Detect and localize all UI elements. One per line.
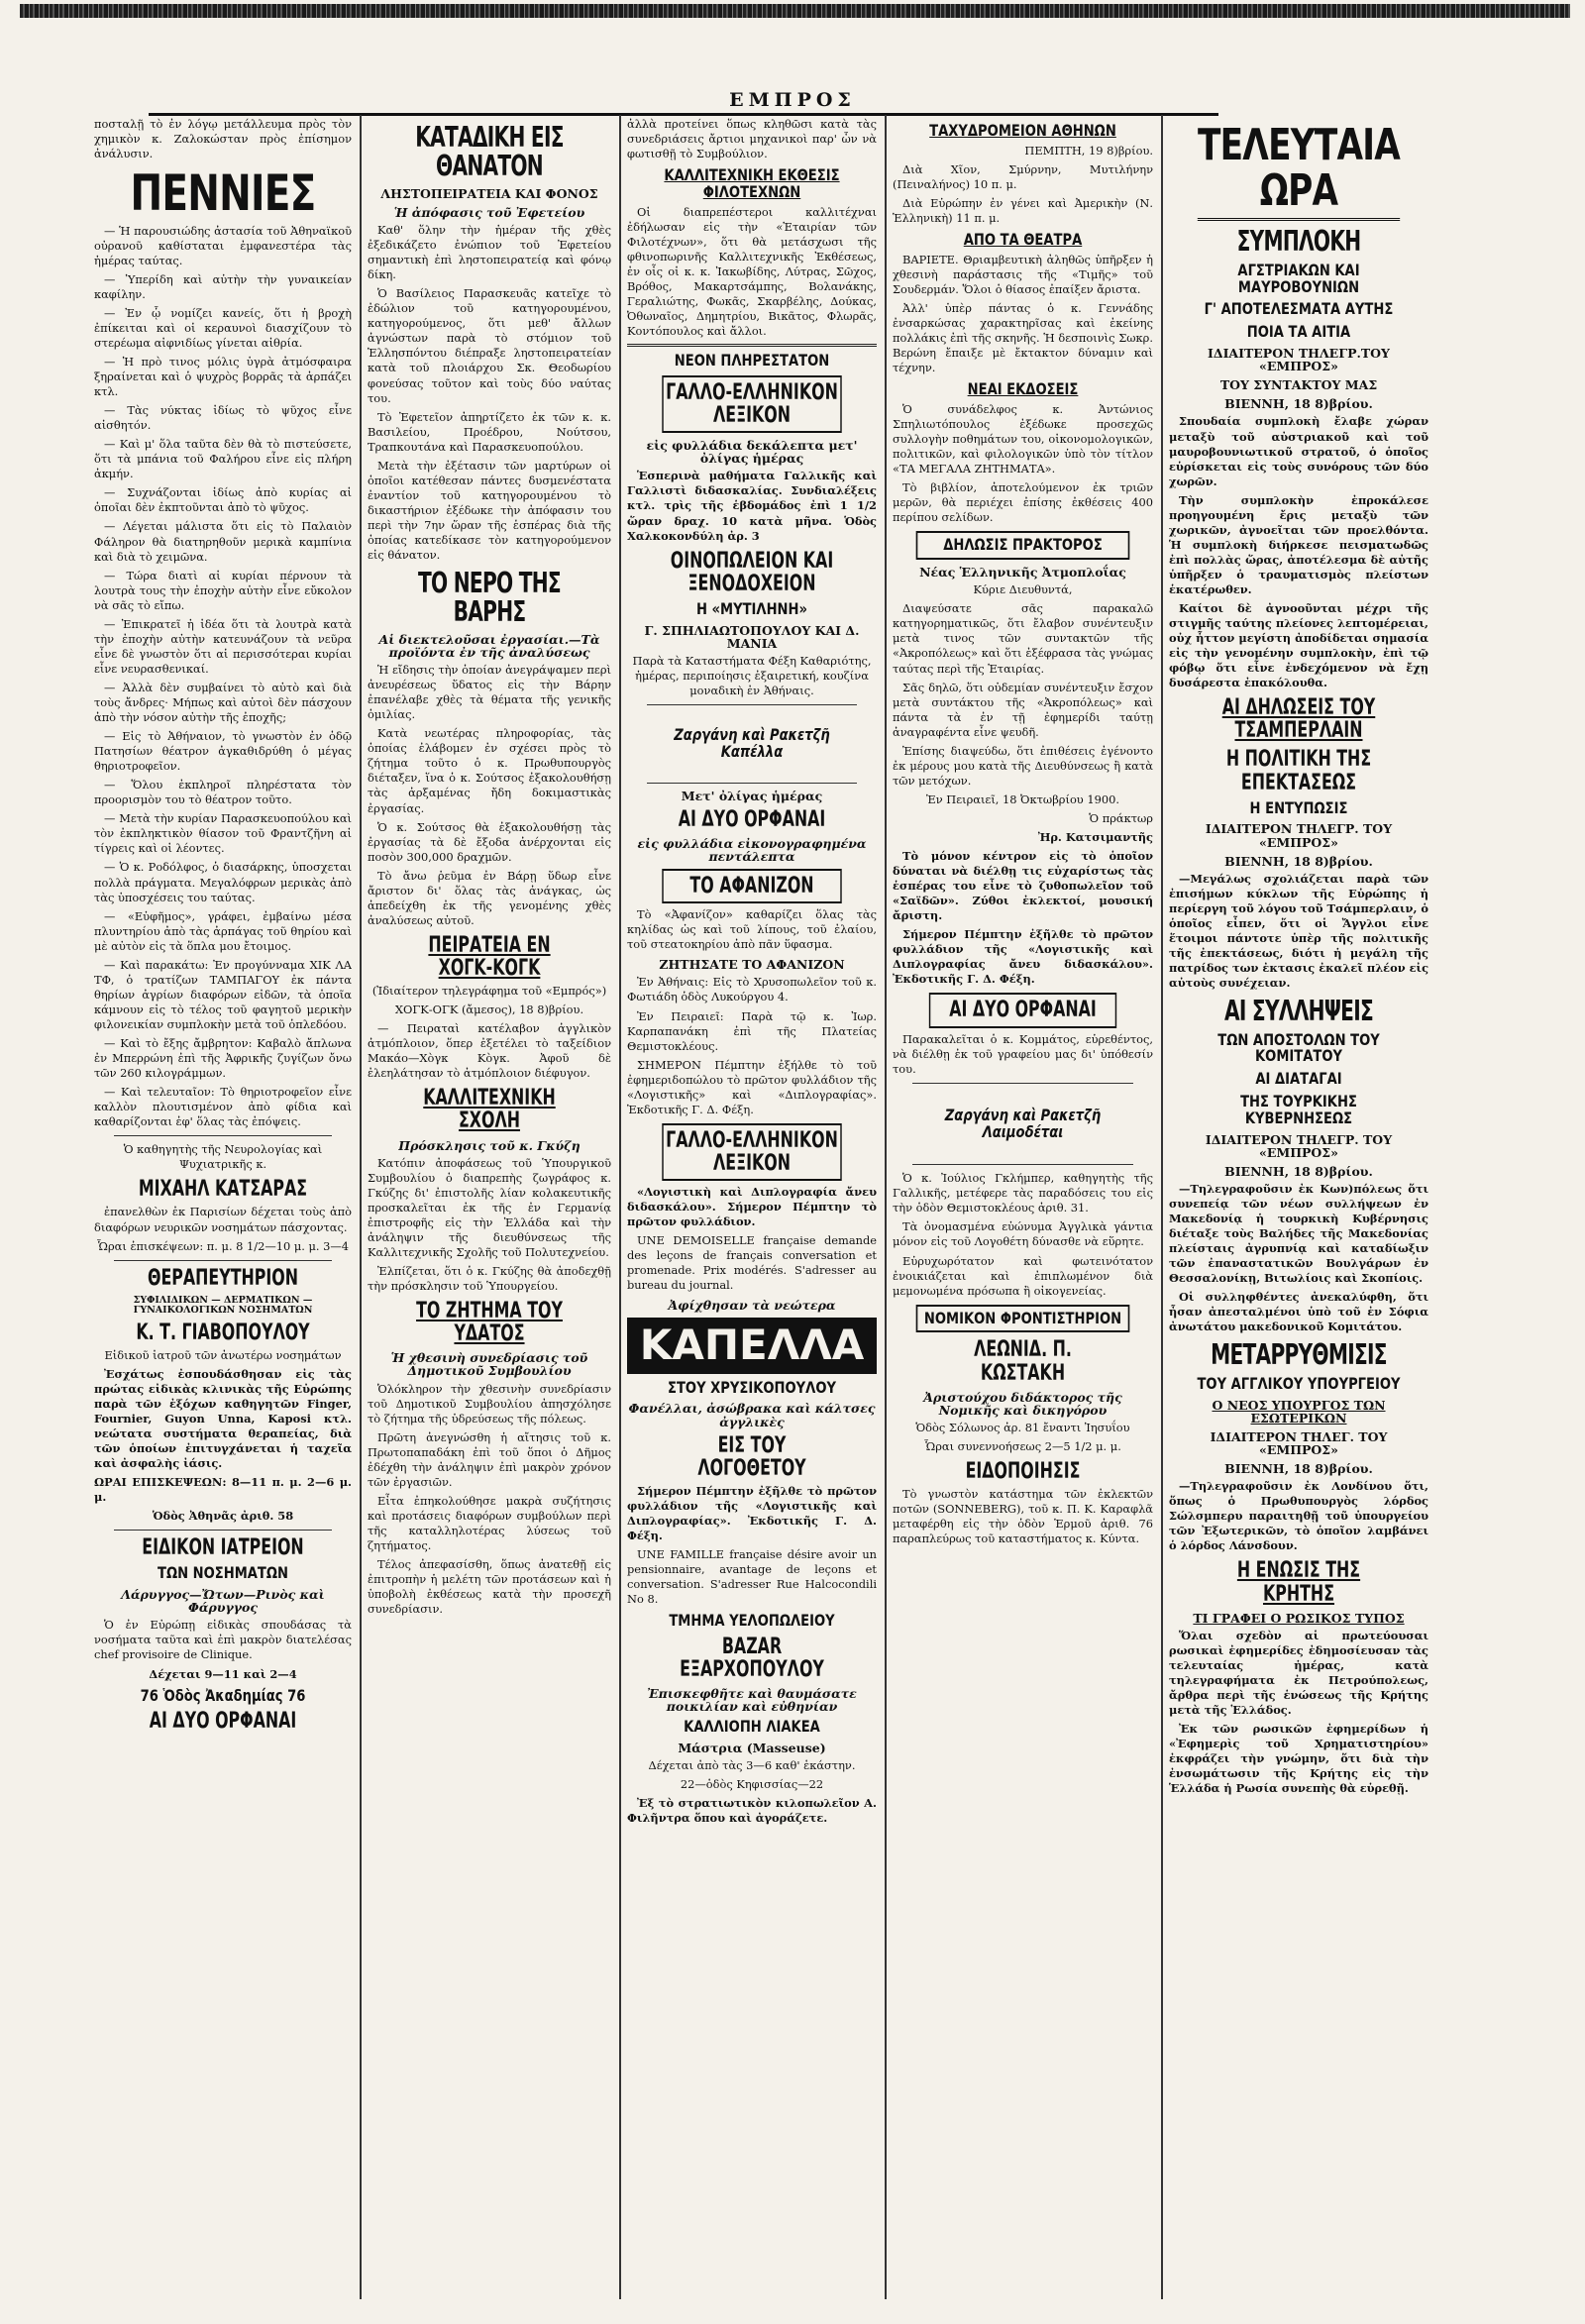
paragraph: Τὸ βιβλίον, ἀποτελούμενον ἐκ τριῶν μερῶν, θὰ περιέχει ἐπίσης ἐκθέσεις 400 περίπου σελίδων. xyxy=(893,480,1153,525)
masthead-rule xyxy=(149,113,1218,116)
ad-heading-mytilini: Η «ΜΥΤΙΛΗΝΗ» xyxy=(696,598,807,618)
divider xyxy=(114,1135,332,1136)
subheadline: ΤΟΥ ΑΓΓΛΙΚΟΥ ΥΠΟΥΡΓΕΙΟΥ xyxy=(1197,1373,1401,1393)
ad-subheading: Γ. ΣΠΗΛΙΑΩΤΟΠΟΥΛΟΥ ΚΑΙ Δ. ΜΑΝΙΑ xyxy=(644,622,860,651)
ad-pre: Ἀφίχθησαν τὰ νεώτερα xyxy=(668,1298,836,1314)
ad-subheading: Ἐπισκεφθῆτε καὶ θαυμάσατε ποικιλίαν καὶ εὐθηνίαν xyxy=(647,1686,857,1715)
paragraph: Ἐλπίζεται, ὅτι ὁ κ. Γκύζης θὰ ἀποδεχθῇ τὴν πρόσκλησιν τοῦ Ὑπουργείου. xyxy=(368,1264,611,1294)
subheadline: Η ΠΟΛΙΤΙΚΗ ΤΗΣ ΕΠΕΚΤΑΣΕΩΣ xyxy=(1225,747,1372,795)
headline-agent-statement: ΔΗΛΩΣΙΣ ΠΡΑΚΤΟΡΟΣ xyxy=(916,531,1130,560)
paragraph: —Τηλεγραφοῦσιν ἐκ Κων)πόλεως ὅτι συνεπείᾳ τῶν νέων συλλήψεων ἐν Μακεδονίᾳ ἡ τουρκικὴ Κυβέρνησις διέταξε τοὺς Βαλήδες τῆς Μακεδονίας πλείσταις ἀγρυπνίᾳ καὶ καταδίωξιν τῶν ἐπαναστατικῶν Βουλγάρων ἐν Θεσσαλονίκῃ, Βιτωλίοις καὶ Σκοπίοις. xyxy=(1169,1181,1428,1286)
ad-body: Ὁ κ. Ἰούλιος Γκλήμπερ, καθηγητὴς τῆς Γαλλικῆς, μετέφερε τὰς παραδόσεις του εἰς τὴν ὁδὸν Θεμιστοκλέους ἀριθ. 31. xyxy=(893,1171,1153,1215)
paragraph: —Μεγάλως σχολιάζεται παρὰ τῶν ἐπισήμων κύκλων τῆς Εὐρώπης ἡ περίεργη τοῦ λόγου τοῦ Τσάμπερλαιν, ὁ ὁποῖος εἶπεν, ὅτι οἱ Ἄγγλοι εἶνε ἕτοιμοι πάντοτε ὑπὲρ τῆς πολιτικῆς τῆς ἐπεκτάσεως, διότι ἡ μεγάλη τῆς πατρίδος των ἐκτασις ἐκαλεῖ πλέον εἰς αὐτοὺς συνέχειαν. xyxy=(1169,871,1428,991)
paragraph: Οἱ συλληφθέντες ἀνεκαλύφθη, ὅτι ἦσαν ἀπεσταλμένοι ὑπὸ τοῦ ἐν Σόφια ἀνωτάτου μακεδονικοῦ Κομιτάτου. xyxy=(1169,1290,1428,1334)
divider xyxy=(912,1083,1133,1084)
divider xyxy=(114,1260,332,1261)
ad-body: Ὁ ἐν Εὐρώπῃ εἰδικὰς σπουδάσας τὰ νοσήματα ταῦτα καὶ ἐπὶ μακρὸν διατελέσας chef provisoire de Clinique. xyxy=(94,1618,352,1662)
paragraph: — Ὑπερίδη καὶ αὐτὴν τὴν γυναικείαν καφίλην. xyxy=(94,271,352,301)
ad-hats: Ζαργάνη καὶ Ρακετζῆ Καπέλλα xyxy=(674,725,830,761)
paragraph: — Καὶ παρακάτω: Ἐν προγύνναμα ΧΙΚ ΛΑ ΤΦ, ὁ τρατίζων ΤΑΜΠΑΓΟΥ ἐκ πάντα θηρίων ἀγρίων διαφόρων εἰδῶν, τὰ ὁποῖα κάμνουν εἰς τὸ τέλος τοῦ φαγητοῦ μερικὴν φιλονεικίαν συμπλοκὴν μετὰ τοῦ ὁπλεδόου. xyxy=(94,957,352,1031)
paragraph: Ὅλαι σχεδὸν αἱ πρωτεύουσαι ρωσικαὶ ἐφημερίδες ἐδημοσίευσαν τὰς τελευταίας ἡμέρας, κατὰ τηλεγραφήματα ἐκ Πετρούπολεως, ἄρθρα περὶ τῆς ἑνώσεως τῆς Κρήτης μετὰ τῆς Ἑλλάδος. xyxy=(1169,1628,1428,1718)
ad-heading-kostaki: ΛΕΩΝΙΔ. Π. ΚΩΣΤΑΚΗ xyxy=(974,1337,1072,1386)
ad-body: Σήμερον Πέμπτην ἐξῆλθε τὸ πρῶτον φυλλάδιον τῆς «Λογιστικῆς καὶ Διπλογραφίας ἄνευ διδασκάλου». Ἐκδοτικῆς Γ. Δ. Φέξη. xyxy=(893,927,1153,987)
ad-address: Ὁδὸς Σόλωνος ἀρ. 81 ἔναντι Ἰησυΐου xyxy=(915,1420,1130,1434)
ad-hours-label: ΩΡΑΙ ΕΠΙΣΚΕΨΕΩΝ: xyxy=(94,1475,227,1490)
headline-art-exhibition: ΚΑΛΛΙΤΕΧΝΙΚΗ ΕΚΘΕΣΙΣ ΦΙΛΟΤΕΧΝΩΝ xyxy=(664,165,840,201)
ad-subtitle: ΤΩΝ ΝΟΣΗΜΑΤΩΝ xyxy=(157,1563,289,1583)
paragraph: Διαψεύσατε σᾶς παρακαλῶ κατηγορηματικῶς, ὅτι ἔλαβον συνέντευξιν μετὰ τινος τῶν συντακτῶν τῆς «Ἀκροπόλεως» καὶ ὅτι ἐξέφρασα τὰς γνώμας ταύτας περὶ τῆς Ἑταιρίας. xyxy=(893,601,1153,676)
dateline: ΒΙΕΝΝΗ, 18 8)βρίου. xyxy=(1224,1163,1373,1179)
paragraph: Ὁ Βασίλειος Παρασκευᾶς κατεῖχε τὸ ἐδώλιον τοῦ κατηγορουμένου, κατηγορούμενος, ὅτι μεθ' ἄλλων ἀγνώστων παρὰ τὸ στόμιον τοῦ Ἑλλησπόντου διέπραξε ληστοπειρατείαν κατὰ τοῦ πλοιάρχου Σκ. Θεοδωρίου φονεύσας τοῦτον καὶ τοὺς δύο ναύτας του. xyxy=(368,286,611,405)
divider xyxy=(647,783,857,784)
subheadline: Γ' ΑΠΟΤΕΛΕΣΜΑΤΑ ΑΥΤΗΣ xyxy=(1204,299,1394,319)
ad-subheading: Μάστρια (Masseuse) xyxy=(678,1741,826,1756)
paragraph: Πρῶτη ἀνεγνώσθη ἡ αἴτησις τοῦ κ. Πρωτοπαπαδάκη ἐπὶ τοῦ ὅποι ὁ Δῆμος ἐδέχθη τὴν ἀνάληψιν ἐπὶ μακρὸν χρόνον τῶν ἐργασιῶν. xyxy=(368,1429,611,1489)
column-1 xyxy=(94,117,352,2301)
headline-piracy-hongkong: ΠΕΙΡΑΤΕΙΑ ΕΝ ΧΟΓΚ-ΚΟΓΚ xyxy=(428,932,551,981)
ad-name-giavopoulou: Κ. Τ. ΓΙΑΒΟΠΟΥΛΟΥ xyxy=(136,1320,310,1345)
paragraph: Τέλος ἀπεφασίσθη, ὅπως ἀνατεθῇ εἰς ἐπιτροπὴν ἡ μελέτη τῶν προτάσεων καὶ ἡ ὑποβολὴ ἐκθέσεως κατὰ τὴν προσεχῆ συνεδρίασιν. xyxy=(368,1557,611,1617)
telegram-source: (Ἰδιαίτερον τηλεγράφημα τοῦ «Εμπρός») xyxy=(371,984,607,999)
paragraph: — Λέγεται μάλιστα ὅτι εἰς τὸ Παλαιὸν Φάληρον θὰ διατηρηθοῦν μερικὰ καμπίνια καὶ διὰ τὸ χειμῶνα. xyxy=(94,519,352,564)
headline-theatres: ΑΠΟ ΤΑ ΘΕΑΤΡΑ xyxy=(963,230,1083,250)
headline-reform: ΜΕΤΑΡΡΥΘΜΙΣΙΣ xyxy=(1211,1338,1387,1372)
paragraph: — Ἀλλὰ δὲν συμβαίνει τὸ αὐτὸ καὶ διὰ τοὺς ἄνδρες· Μήπως καὶ αὐτοὶ δὲν πάσχουν ἀπὸ τὴν νόσον αὐτὴν τῆς ἐποχῆς; xyxy=(94,680,352,725)
telegram-source: ΙΔΙΑΙΤΕΡΟΝ ΤΗΛΕΓ. ΤΟΥ «ΕΜΠΡΟΣ» xyxy=(1210,1428,1388,1457)
paragraph: — Ὁ κ. Ροδόλφος, ὁ διασάρκης, ὑποσχεται πολλὰ πράγματα. Μεγαλόφρων μερικὰς ἀπὸ τὰς ὑποσχέσεις του ταύτας. xyxy=(94,860,352,904)
ad-body: Ἐν Ἀθήναις: Εἰς τὸ Χρυσοπωλεῖον τοῦ κ. Φωτιάδη ὁδὸς Λυκούργου 4. xyxy=(627,975,877,1004)
column-4 xyxy=(893,117,1153,2301)
telegram-source: ΙΔΙΑΙΤΕΡΟΝ ΤΗΛΕΓΡ. ΤΟΥ «ΕΜΠΡΟΣ» xyxy=(1205,1131,1393,1160)
footer-heading: ΑΙ ΔΥΟ ΟΡΦΑΝΑΙ xyxy=(149,1709,297,1735)
paragraph: — Συχνάζονται ἰδίως ἀπὸ κυρίας αἱ ὁποῖαι δὲν ἐκπτοῦνται ἀπὸ τὸ ψῦχος. xyxy=(94,485,352,515)
subheadline: Πρόσκλησις τοῦ κ. Γκύζη xyxy=(398,1137,581,1153)
paragraph: Ὁ συνάδελφος κ. Ἀντώνιος Σπηλιωτόπουλος ἐξέδωκε προσεχῶς συλλογὴν ποθημάτων του, οἰκονομολογικῶν, πολιτικῶν, καὶ φιλολογικῶν ὑπὸ τὸν τίτλον «ΤΑ ΜΕΓΑΛΑ ΖΗΤΗΜΑΤΑ». xyxy=(893,402,1153,476)
ad-line: Εἰδικοῦ ἰατροῦ τῶν ἀνωτέρω νοσημάτων xyxy=(104,1347,342,1362)
ad-body: Εὐρυχωρότατον καὶ φωτεινότατον ἐνοικιάζεται καὶ ἐπιπλωμένον διὰ μεμονωμένα πρόσωπα ἢ οἰκογενείας. xyxy=(893,1253,1153,1298)
column-2 xyxy=(368,117,611,2301)
ad-heading-bazar: BAZAR ΕΞΑΡΧΟΠΟΥΛΟΥ xyxy=(680,1634,824,1683)
ad-heading-law-tutoring: ΝΟΜΙΚΟΝ ΦΡΟΝΤΙΣΤΗΡΙΟΝ xyxy=(916,1305,1130,1333)
paragraph: — Ἡ πρὸ τινος μόλις ὑγρὰ ἀτμόσφαιρα ξηραίνεται καὶ ὁ ψυχρὸς βορρᾶς τὰ ἀρπάζει κτλ. xyxy=(94,355,352,399)
headline-death-sentence: ΚΑΤΑΔΙΚΗ ΕΙΣ ΘΑΝΑΤΟΝ xyxy=(415,121,564,183)
ad-body: Τὰ ὀνομασμένα εὐώνυμα Ἀγγλικὰ γάντια μόνον εἰς τοῦ Λογοθέτη δύνασθε νὰ εὕρητε. xyxy=(893,1219,1153,1249)
ad-body: Τὸ γνωστὸν κατάστημα τῶν ἐκλεκτῶν ποτῶν (SONNEBERG), τοῦ κ. Π. Κ. Καραφλᾶ μεταφέρθη εἰς τὴν ὁδὸν Ἑρμοῦ ἀριθ. 76 παραπλεύρως τοῦ καταστήματος κ. Κύντα. xyxy=(893,1487,1153,1546)
subheadline: Αἱ διεκτελοῦσαι ἐργασίαι.—Τὰ προϊόντα ἐν τῆς ἀναλύσεως xyxy=(378,631,600,660)
divider xyxy=(627,344,877,347)
ad-body: ΣΗΜΕΡΟΝ Πέμπτην ἐξήλθε τὸ τοῦ ἐφημεριδοπώλου τὸ πρῶτον φυλλάδιον τῆς «Λογιστικῆς» καὶ «Διπλογραφίας». Ἐκδοτικῆς Γ. Δ. Φέξη. xyxy=(627,1057,877,1116)
salutation: Κύριε Διευθυντά, xyxy=(973,582,1073,597)
ad-heading: ΝΕΟΝ ΠΛΗΡΕΣΤΑΤΟΝ xyxy=(674,351,830,370)
paragraph: Καθ' ὅλην τὴν ἡμέραν τῆς χθὲς ἐξεδικάζετο ἐνώπιον τοῦ Ἐφετείου σημαντικὴ ἐπὶ ληστοπειρατείᾳ καὶ φόνῳ δίκη. xyxy=(368,223,611,282)
ad-ties: Ζαργάνη καὶ Ρακετζῆ Λαιμοδέται xyxy=(944,1105,1102,1141)
paragraph: Εἶτα ἐπηκολούθησε μακρὰ συζήτησις καὶ προτάσεις διαφόρων συμβούλων περὶ τῆς καταλληλοτέρας λύσεως τοῦ ζητήματος. xyxy=(368,1493,611,1552)
paragraph: — Ὅλου ἐκπληροῖ πληρέστατα τὸν προορισμὸν του τὸ θέατρον τοῦτο. xyxy=(94,778,352,807)
ad-heading-kapella: ΚΑΠΕΛΛΑ xyxy=(627,1318,877,1373)
paragraph: — Μετὰ τὴν κυρίαν Παρασκευοπούλου καὶ τὸν ἐκπληκτικὸν θίασον τοῦ Φραντζῆνη αἱ τίγρεις καὶ οἱ λέοντες. xyxy=(94,811,352,856)
paragraph: Μετὰ τὴν ἐξέτασιν τῶν μαρτύρων οἱ ὁποῖοι κατέθεσαν πάντες δυσμενέστατα ἐναντίον τοῦ κατηγορουμένου τὸ δικαστήριον ἐξέδωκε τὴν ἀπόφασιν του περὶ τὴν 7ην ὥραν τῆς ἑσπέρας διὰ τῆς ὁποίας κατεδίκασε τὸν κατηγορούμενον εἰς θάνατον. xyxy=(368,458,611,563)
column-rule xyxy=(360,115,362,2299)
paragraph: — Καὶ τελευταῖον: Τὸ θηριοτροφεῖον εἶνε καλλὸν πλουτισμένον ἀπὸ φίδια καὶ καθαρίζονται ἐφ' ὅλας τὰς ἐπόψεις. xyxy=(94,1085,352,1129)
ad-body: Τὸ μόνον κέντρον εἰς τὸ ὁποῖον δύναται νὰ διέλθῃ τις εὐχαρίστως τὰς ἑσπέρας του εἶνε τὸ ζυθοπωλεῖον τοῦ «Σαϊδῶν». Ζύθοι ἐκλεκτοί, μουσική ἄριστη. xyxy=(893,849,1153,923)
paragraph: Τὴν συμπλοκὴν ἐπροκάλεσε προηγουμένη ἔρις μεταξὺ τῶν χωρικῶν, ἀγνοεῖται τῶν προελθόντα. Ἡ συμπλοκὴ διήρκεσε πεισματωδῶς ἐπὶ πολλὰς ὥρας, ἀποτέλεσμα δὲ αὐτῆς ὑπῆρξεν ὁ τραυματισμὸς πλείστων ἑκατέρωθεν. xyxy=(1169,492,1428,596)
paragraph: Τὸ Ἐφετεῖον ἀπηρτίζετο ἐκ τῶν κ. κ. Βασιλείου, Προέδρου, Νούτσου, Τραπκουτάνα καὶ Παρασκευοπούλου. xyxy=(368,409,611,454)
dateline: ΧΟΓΚ-ΟΓΚ (ἄμεσος), 18 8)βρίου. xyxy=(394,1003,584,1017)
subheadline: ΤΙ ΓΡΑΦΕΙ Ο ΡΩΣΙΚΟΣ ΤΥΠΟΣ xyxy=(1193,1610,1405,1626)
paragraph: Σπουδαία συμπλοκὴ ἔλαβε χώραν μεταξὺ τοῦ αὐστριακοῦ καὶ τοῦ μαυροβουνιωτικοῦ στρατοῦ, ὁ ὁποῖος εὑρίσκεται εἰς τοὺς συνόρους τῶν δύο χωρῶν. xyxy=(1169,414,1428,488)
ad-heading-orphans: ΑΙ ΔΥΟ ΟΡΦΑΝΑΙ xyxy=(929,993,1116,1027)
headline-post-office: ΤΑΧΥΔΡΟΜΕΙΟΝ ΑΘΗΝΩΝ xyxy=(929,121,1116,140)
paragraph: Ὁ κ. Σούτσος θὰ ἐξακολουθήσῃ τὰς ἐργασίας τὰ δὲ ἔξοδα ἀνέρχονται εἰς ποσὸν 300,000 δραχμῶν. xyxy=(368,819,611,864)
ad-heading-liakea: ΚΑΛΛΙΟΠΗ ΛΙΑΚΕΑ xyxy=(684,1717,820,1737)
ad-body: Παρακαλεῖται ὁ κ. Κομμάτος, εὑρεθέντος, νὰ διέλθῃ ἐκ τοῦ γραφείου μας δι' ὑπόθεσίν του. xyxy=(893,1031,1153,1076)
ad-address: Ὁδὸς Ἀθηνᾶς ἀριθ. 58 xyxy=(152,1509,294,1524)
paragraph: Κατόπιν ἀποφάσεως τοῦ Ὑπουργικοῦ Συμβουλίου ὁ διαπρεπὴς ζωγράφος κ. Γκύζης δι' ἐπιστολῆς λίαν κολακευτικῆς προσκαλεῖται ἐκ τῆς ἐν Γερμανίᾳ ἐπιστροφῆς εἰς τὴν Ἑλλάδα καὶ τὴν ἀνάληψιν τῆς διευθύνσεως τῆς Καλλιτεχνικῆς Σχολῆς τοῦ Πολυτεχνείου. xyxy=(368,1155,611,1259)
paragraph: — Ἐν ᾧ νομίζει κανείς, ὅτι ἡ βροχὴ ἐπίκειται καὶ οἱ κεραυνοὶ διασχίζουν τὸ στερέωμα αἰφνιδίως γίνεται αἰθρία. xyxy=(94,305,352,350)
headline-water-vari: ΤΟ ΝΕΡΟ ΤΗΣ ΒΑΡΗΣ xyxy=(418,567,561,629)
ad-hours: Ὧραι ἐπισκέψεων: π. μ. 8 1/2—10 μ. μ. 3—4 xyxy=(96,1238,350,1253)
ad-heading-orphans: ΑΙ ΔΥΟ ΟΡΦΑΝΑΙ xyxy=(678,806,826,832)
ad-text: Ὁ καθηγητὴς τῆς Νευρολογίας καὶ Ψυχιατρικῆς κ. xyxy=(123,1142,323,1172)
telegram-source: ΙΔΙΑΙΤΕΡΟΝ ΤΗΛΕΓΡ. ΤΟΥ «ΕΜΠΡΟΣ» xyxy=(1205,821,1393,850)
ad-body: UNE FAMILLE française désire avoir un pensionnaire, avantage de leçons et conversation. S'adresser Rue Halcocondili No 8. xyxy=(627,1547,877,1607)
subheadline: ΤΩΝ ΑΠΟΣΤΟΛΩΝ ΤΟΥ ΚΟΜΙΤΑΤΟΥ xyxy=(1217,1029,1380,1066)
paragraph: — Ἐπικρατεῖ ἡ ἰδέα ὅτι τὰ λουτρὰ κατὰ τὴν ἐποχὴν αὐτὴν κατευνάζουν τὰ νεῦρα εἶνε δὲ γνωστὸν ὅτι αἱ περισσότεραι κυρίαι εἶνε νευρασθενικαί. xyxy=(94,616,352,676)
ad-body: UNE DEMOISELLE française demande des leçons de français conversation et promenade. Prix modérés. S'adresser au bureau du journal. xyxy=(627,1233,877,1293)
ad-heading-notice: ΕΙΔΟΠΟΙΗΣΙΣ xyxy=(965,1459,1081,1484)
ad-subtitle-2: Λάρυγγος—Ὤτων—Ρινὸς καὶ Φάρυγγος xyxy=(121,1587,325,1616)
ad-hours: Δέχεται 9—11 καὶ 2—4 xyxy=(149,1666,297,1681)
dateline: ΠΕΜΠΤΗ, 19 8)βρίου. xyxy=(1024,143,1153,158)
subheadline: ΛΗΣΤΟΠΕΙΡΑΤΕΙΑ ΚΑΙ ΦΟΝΟΣ xyxy=(380,185,598,201)
ad-title-therapeutirion: ΘΕΡΑΠΕΥΤΗΡΙΟΝ xyxy=(147,1265,298,1291)
ad-heading-wine-shop: ΟΙΝΟΠΩΛΕΙΟΝ ΚΑΙ ΞΕΝΟΔΟΧΕΙΟΝ xyxy=(670,548,834,596)
paragraph: Οἱ διαπρεπέστεροι καλλιτέχναι ἐδήλωσαν εἰς τὴν «Ἑταιρίαν τῶν Φιλοτέχνων», ὅτι θὰ μετάσχωσι τῆς φθινοπωρινῆς Καλλιτεχνικῆς Ἐκθέσεως, ἐν οἷς οἱ κ. κ. Ἰακωβίδης, Λύτρας, Σῶχος, Βρόθος, Μακαρτσάμπης, Βολανάκης, Γεραλιώτης, Φωκᾶς, Σκαρβέλης, Δούκας, Ὀθωναῖος, Δημητρίου, Βικᾶτος, Φλωρᾶς, Κοντόπουλος καὶ ἄλλοι. xyxy=(627,204,877,339)
ad-body: Σήμερον Πέμπτην ἐξῆλθε τὸ πρῶτον φυλλάδιον τῆς «Λογιστικῆς καὶ Διπλογραφίας». Ἐκδοτικῆς Γ. Δ. Φέξη. xyxy=(627,1483,877,1542)
article-continuation: ποσταλῇ τὸ ἐν λόγῳ μετάλλευμα πρὸς τὸν χημικὸν κ. Ζαλοκώσταν πρὸς ἐπίσημον ἀνάλυσιν. xyxy=(94,117,352,161)
column-rule xyxy=(1161,115,1163,2299)
paragraph: Ἐκ τῶν ρωσικῶν ἐφημερίδων ἡ «Ἐφημερὶς τοῦ Χρηματιστηρίου» ἐκφράζει τὴν γνώμην, ὅτι διὰ τὴν ἐνσωμάτωσιν τῆς Κρήτης εἰς τὴν Ἑλλάδα ἡ Ρωσία συνεπὴς θὰ εὑρεθῇ. xyxy=(1169,1722,1428,1796)
subheadline: Ο ΝΕΟΣ ΥΠΟΥΡΓΟΣ ΤΩΝ ΕΣΩΤΕΡΙΚΩΝ xyxy=(1212,1397,1386,1426)
paragraph: Ἐπίσης διαψεύδω, ὅτι ἐπιθέσεις ἐγένοντο ἐκ μέρους μου κατὰ τῆς Διευθύνσεως ἢ κατὰ τῶν μετόχων. xyxy=(893,743,1153,788)
column-3 xyxy=(627,117,877,2301)
ad-heading-dictionary: ΓΑΛΛΟ-ΕΛΛΗΝΙΚΟΝ ΛΕΞΙΚΟΝ xyxy=(662,375,841,433)
headline-arrests: ΑΙ ΣΥΛΛΗΨΕΙΣ xyxy=(1223,995,1374,1028)
paragraph: Διὰ Χῖον, Σμύρνην, Μυτιλήνην (Πειναλήνος) 10 π. μ. xyxy=(893,161,1153,191)
subheadline: ΑΙ ΔΙΑΤΑΓΑΙ xyxy=(1255,1069,1342,1089)
subheadline: ΠΟΙΑ ΤΑ ΑΙΤΙΑ xyxy=(1246,322,1351,342)
dateline: ΒΙΕΝΝΗ, 18 8)βρίου. xyxy=(1224,853,1373,869)
ad-subheading: εἰς φυλλάδια δεκάλεπτα μετ' ὀλίγας ἡμέρας xyxy=(646,438,858,467)
subheadline: ΤΗΣ ΤΟΥΡΚΙΚΗΣ ΚΥΒΕΡΝΗΣΕΩΣ xyxy=(1240,1092,1357,1127)
paragraph: — Εἰς τὸ Ἀθήναιον, τὸ γνωστὸν ἐν ὁδῷ Πατησίων θέατρον ἀγκαθιδρύθη ὁ μέγας θηριοτροφεῖον. xyxy=(94,729,352,774)
paragraph: Τὸ ἄνω ῥεῦμα ἐν Βάρῃ ὕδωρ εἶνε ἄριστον δι' ὅλας τὰς ἀνάγκας, ὡς ἀπεδείχθη ἐκ τῆς γενομένης χθὲς ἀναλύσεως αὐτοῦ. xyxy=(368,868,611,927)
telegram-source-2: ΤΟΥ ΣΥΝΤΑΚΤΟΥ ΜΑΣ xyxy=(1219,377,1378,393)
ad-subheading: ΣΤΟΥ ΧΡΥΣΙΚΟΠΟΥΛΟΥ xyxy=(668,1377,836,1397)
telegram-source: ΙΔΙΑΙΤΕΡΟΝ ΤΗΛΕΓΡ.ΤΟΥ «ΕΜΠΡΟΣ» xyxy=(1208,345,1390,374)
ad-body: ἐπανελθὼν ἐκ Παρισίων δέχεται τοὺς ἀπὸ διαφόρων νευρικῶν νοσημάτων πάσχοντας. xyxy=(94,1205,352,1234)
section-heading-pennies: ΠΕΝΝΙΕΣ xyxy=(130,164,316,223)
ad-body: Δέχεται ἀπὸ τὰς 3—6 καθ' ἑκάστην. xyxy=(648,1758,856,1773)
paragraph: Διὰ Εὐρώπην ἐν γένει καὶ Ἀμερικὴν (Ν. Ἑλληνικὴ) 11 π. μ. xyxy=(893,195,1153,225)
paragraph: Σᾶς δηλῶ, ὅτι οὐδεμίαν συνέντευξιν ἔσχον μετὰ συντάκτου τῆς «Ἀκροπόλεως» καὶ πάντα τὰ ἐν τῇ ἐφημερίδι ταύτῃ ἀναγραφέντα εἶνε ψευδῆ. xyxy=(893,680,1153,739)
paragraph: Ὁλόκληρον τὴν χθεσινὴν συνεδρίασιν τοῦ Δημοτικοῦ Συμβουλίου ἀπησχόλησε τὸ ζήτημα τῆς ὑδρεύσεως τῆς πόλεως. xyxy=(368,1381,611,1426)
paragraph: — Καὶ μ' ὅλα ταῦτα δὲν θὰ τὸ πιστεύσετε, ὅτι τὰ μπάνια τοῦ Φαλήρου εἶνε εἰς πλήρη ἀκμήν. xyxy=(94,437,352,481)
dateline: Ἐν Πειραιεῖ, 18 Ὀκτωβρίου 1900. xyxy=(926,792,1119,806)
article-continuation: ἀλλὰ προτείνει ὅπως κληθῶσι κατὰ τὰς συνεδριάσεις ἄρτιοι μηχανικοὶ παρ' ὧν νὰ φωτισθῇ τὸ Συμβούλιον. xyxy=(627,117,877,161)
ad-body: Ἑσπερινὰ μαθήματα Γαλλικῆς καὶ Γαλλιστὶ διδασκαλίας. Συνδιαλέξεις κτλ. τρὶς τῆς ἑβδομάδος ἐπὶ 1 1/2 ὥραν δραχ. 10 κατὰ μῆνα. Ὁδὸς Χαλκοκονδύλη ἀρ. 3 xyxy=(627,469,877,543)
paragraph: — Τώρα διατὶ αἱ κυρίαι πέρνουν τὰ λουτρὰ τους τὴν ἐποχὴν αὐτὴν εἶνε εὔκολον νὰ σᾶς τὸ εἴπω. xyxy=(94,568,352,612)
ad-subheading: ΖΗΤΗΣΑΤΕ ΤΟ ΑΦΑΝΙΖΟΝ xyxy=(659,957,845,973)
paragraph: Καίτοι δὲ ἀγνοοῦνται μέχρι τῆς στιγμῆς ταύτης πλείονες λεπτομέρειαι, οὐχ ἧττον μεγίστη ἀποδίδεται σημασία εἰς τὴν γενομένην συμπλοκὴν, ἐπὶ τῷ φόβῳ ὅτι εἶνε ἐνδεχόμενον νὰ ἔχῃ δυσάρεστα ἐπακόλουθα. xyxy=(1169,601,1428,690)
ad-body: Παρὰ τὰ Καταστήματα Φέξη Καθαριότης, ἡμέρας, περιποίησις ἐξαιρετική, κουζίνα μοναδικὴ ἐν Ἀθήναις. xyxy=(632,653,872,697)
ad-body: «Λογιστικὴ καὶ Διπλογραφία ἄνευ διδασκάλου». Σήμερον Πέμπτην τὸ πρῶτον φυλλάδιον. xyxy=(627,1185,877,1229)
headline-chamberlain: ΑΙ ΔΗΛΩΣΕΙΣ ΤΟΥ ΤΣΑΜΠΕΡΛΑΙΝ xyxy=(1221,695,1376,744)
subheadline: Η ΕΝΤΥΠΩΣΙΣ xyxy=(1249,797,1348,817)
ad-body: Τὸ «Ἀφανίζον» καθαρίζει ὅλας τὰς κηλίδας ὡς καὶ τοῦ λίπους, τοῦ ἐλαίου, τοῦ στεατοκηρίου ἀπὸ πᾶν ὕφασμα. xyxy=(627,907,877,952)
torn-top-edge xyxy=(20,4,1570,18)
paragraph: —Τηλεγραφοῦσιν ἐκ Λονδίνου ὅτι, ὅπως ὁ Πρωθυπουργὸς λόρδος Σώλσμπερυ παραιτηθῇ τοῦ ὑπουργείου τῶν Ἐξωτερικῶν, τὸ ὁποῖον λαμβάνει ὁ λόρδος Λάνσδουν. xyxy=(1169,1479,1428,1553)
ad-heading-glass: ΤΜΗΜΑ ΥΕΛΟΠΩΛΕΙΟΥ xyxy=(669,1611,835,1631)
ad-address: 22—ὁδὸς Κηφισσίας—22 xyxy=(680,1777,824,1792)
column-rule xyxy=(885,115,887,2299)
headline-crete-union: Η ΕΝΩΣΙΣ ΤΗΣ ΚΡΗΤΗΣ xyxy=(1236,1558,1361,1607)
column-rule xyxy=(619,115,621,2299)
paragraph: — Ἡ παρουσιώδης ἀστασία τοῦ Ἀθηναϊκοῦ οὐρανοῦ καθίσταται ἐμφανεστέρα τὰς ἡμέρας ταύτας. xyxy=(94,223,352,267)
ad-body: Ἐξ τὸ στρατιωτικὸν κιλοπωλεῖον Α. Φιλῆντρα ὅπου καὶ ἀγοράζετε. xyxy=(627,1796,877,1826)
ad-subheading: Φανέλλαι, ἀσώβρακα καὶ κάλτσες ἀγγλικὲς xyxy=(628,1401,876,1429)
masthead-title: ΕΜΠΡΟΣ xyxy=(729,89,856,111)
column-5 xyxy=(1169,117,1428,2301)
ad-hours: Ὧραι συνεννοήσεως 2—5 1/2 μ. μ. xyxy=(924,1438,1121,1453)
headline-last-hour: ΤΕΛΕΥΤΑΙΑ ΩΡΑ xyxy=(1198,123,1400,221)
ad-heading-afanizon: ΤΟ ΑΦΑΝΙΖΟΝ xyxy=(662,869,841,903)
dateline: ΒΙΕΝΝΗ, 18 8)βρίου. xyxy=(1224,1461,1373,1477)
headline-new-publications: ΝΕΑΙ ΕΚΔΟΣΕΙΣ xyxy=(967,379,1079,399)
divider xyxy=(647,704,857,705)
signature-name: Ἠρ. Κατσιμαντῆς xyxy=(1037,830,1153,844)
ad-body: Ἐν Πειραιεῖ: Παρὰ τῷ κ. Ἰωρ. Καρπαπανάκη ἐπὶ τῆς Πλατείας Θεμιστοκλέους. xyxy=(627,1008,877,1053)
paragraph: — Πειραταὶ κατέλαβον ἀγγλικὸν ἀτμόπλοιον, ὅπερ ἐξετέλει τὸ ταξείδιον Μακάο—Χὸγκ Κὸγκ. Ἀφοῦ δὲ ἐλεηλάτησαν τὸ ἀτμόπλοιον διέφυγον. xyxy=(368,1021,611,1081)
paragraph: ΒΑΡΙΕΤΕ. Θριαμβευτικὴ ἀληθῶς ὑπῆρξεν ἡ χθεσινὴ παράστασις τῆς «Τιμῆς» τοῦ Σουδερμάν. Ὅλοι ὁ θίασος ἐπαίξεν ἄριστα. xyxy=(893,252,1153,296)
divider xyxy=(912,1164,1133,1165)
ad-subheading: εἰς φυλλάδια εἰκονογραφημένα πεντάλεπτα xyxy=(637,835,867,864)
paragraph: — «Εὐφῆμος», γράφει, ἐμβαίνω μέσα πλυντηρίου ἀπὸ τὰς ἀρπάγας τοῦ θηρίου καὶ μὲ αὐτὸν εἰς τὰ ὅπλα μου ἔτοιμος. xyxy=(94,908,352,953)
signature-title: Ὁ πράκτωρ xyxy=(1089,810,1153,825)
paragraph: — Καὶ τὸ ἔξης ἄμβρητον: Καβαλὸ ἄπλωνα ἐν Μπερρώνη ἐπὶ τῆς Ἀφρικῆς ζυγίζων ὄνω τῶν 260 κιλογράμμων. xyxy=(94,1035,352,1081)
divider xyxy=(114,1530,332,1531)
paragraph: Ἀλλ' ὑπὲρ πάντας ὁ κ. Γεννάδης ἐνσαρκώσας χαρακτηρῖσας καὶ ἐκείνης πολλάκις ἐπὶ τῆς σκηνῆς. Ἡ δεσποινὶς Σωκρ. Βερώνη ἔπαιξε μὲ ἔκτακτον δύναμιν καὶ τέχνην. xyxy=(893,300,1153,375)
ad-name-katsaras: ΜΙΧΑΗΛ ΚΑΤΣΑΡΑΣ xyxy=(138,1177,308,1203)
ad-pre: Μετ' ὀλίγας ἡμέρας xyxy=(681,788,823,803)
ad-title-eidikon-iatreion: ΕΙΔΙΚΟΝ ΙΑΤΡΕΙΟΝ xyxy=(142,1535,304,1561)
ad-address: 76 Ὁδὸς Ἀκαδημίας 76 xyxy=(140,1685,306,1705)
ad-subheading: Ἀριστούχου διδάκτορος τῆς Νομικῆς καὶ δικηγόρου xyxy=(923,1389,1122,1418)
kicker: Ἡ ἀπόφασις τοῦ Ἐφετείου xyxy=(393,204,585,220)
ad-body: Ἐσχάτως ἐσπουδάσθησαν εἰς τὰς πρώτας εἰδικὰς κλινικὰς τῆς Εὐρώπης παρὰ τῶν ἐξόχων καθηγητῶν Finger, Fournier, Guyon Unna, Kaposi κτλ. νεώτατα συστήματα θεραπείας, διὰ τῶν ὁποίων ἐπιτυγχάνεται ἡ ταχεῖα καὶ ἀσφαλὴς ἰάσις. xyxy=(94,1366,352,1471)
paragraph: Κατὰ νεωτέρας πληροφορίας, τὰς ὁποίας ἐλάβομεν ἐν σχέσει πρὸς τὸ ζήτημα τοῦτο ὁ κ. Πρωθυπουργὸς διέταξεν, ἵνα ὁ κ. Σούτσος ἐξακολουθήσῃ τὰς ἀρξαμένας ἤδη δοκιμαστικὰς ἐργασίας. xyxy=(368,726,611,815)
subheadline: Νέας Ἑλληνικῆς Ἀτμοπλοΐας xyxy=(919,565,1126,581)
ad-heading-logothetou: ΕΙΣ ΤΟΥ ΛΟΓΟΘΕΤΟΥ xyxy=(697,1432,806,1481)
paragraph: Ἡ εἴδησις τὴν ὁποίαν ἀνεγράψαμεν περὶ ἀνευρέσεως ὕδατος εἰς τὴν Βάρην ἐπανέλαβε χθὲς τὰ θέματα τῆς γενικῆς ὁμιλίας. xyxy=(368,663,611,722)
ad-hours-row xyxy=(94,1475,352,1505)
headline-art-school: ΚΑΛΛΙΤΕΧΝΙΚΗ ΣΧΟΛΗ xyxy=(423,1086,556,1134)
dateline: ΒΙΕΝΝΗ, 18 8)βρίου. xyxy=(1224,396,1373,412)
subheadline: Ἡ χθεσινὴ συνεδρίασις τοῦ Δημοτικοῦ Συμβουλίου xyxy=(390,1350,588,1379)
ad-heading-dictionary-2: ΓΑΛΛΟ-ΕΛΛΗΝΙΚΟΝ ΛΕΞΙΚΟΝ xyxy=(662,1123,841,1181)
subheadline: ΑΓΣΤΡΙΑΚΩΝ ΚΑΙ ΜΑΥΡΟΒΟΥΝΙΩΝ xyxy=(1237,260,1360,296)
paragraph: — Τὰς νύκτας ἰδίως τὸ ψῦχος εἶνε αἰσθητόν. xyxy=(94,403,352,433)
headline-water-issue: ΤΟ ΖΗΤΗΜΑ ΤΟΥ ΥΔΑΤΟΣ xyxy=(416,1299,563,1347)
headline-clash: ΣΥΜΠΛΟΚΗ xyxy=(1236,225,1361,259)
ad-hours-value: 8—11 π. μ. 2—6 μ. μ. xyxy=(94,1475,352,1505)
ad-subtitle: ΣΥΦΙΛΙΔΙΚΩΝ — ΔΕΡΜΑΤΙΚΩΝ — ΓΥΝΑΙΚΟΛΟΓΙΚΩΝ ΝΟΣΗΜΑΤΩΝ xyxy=(133,1294,313,1316)
